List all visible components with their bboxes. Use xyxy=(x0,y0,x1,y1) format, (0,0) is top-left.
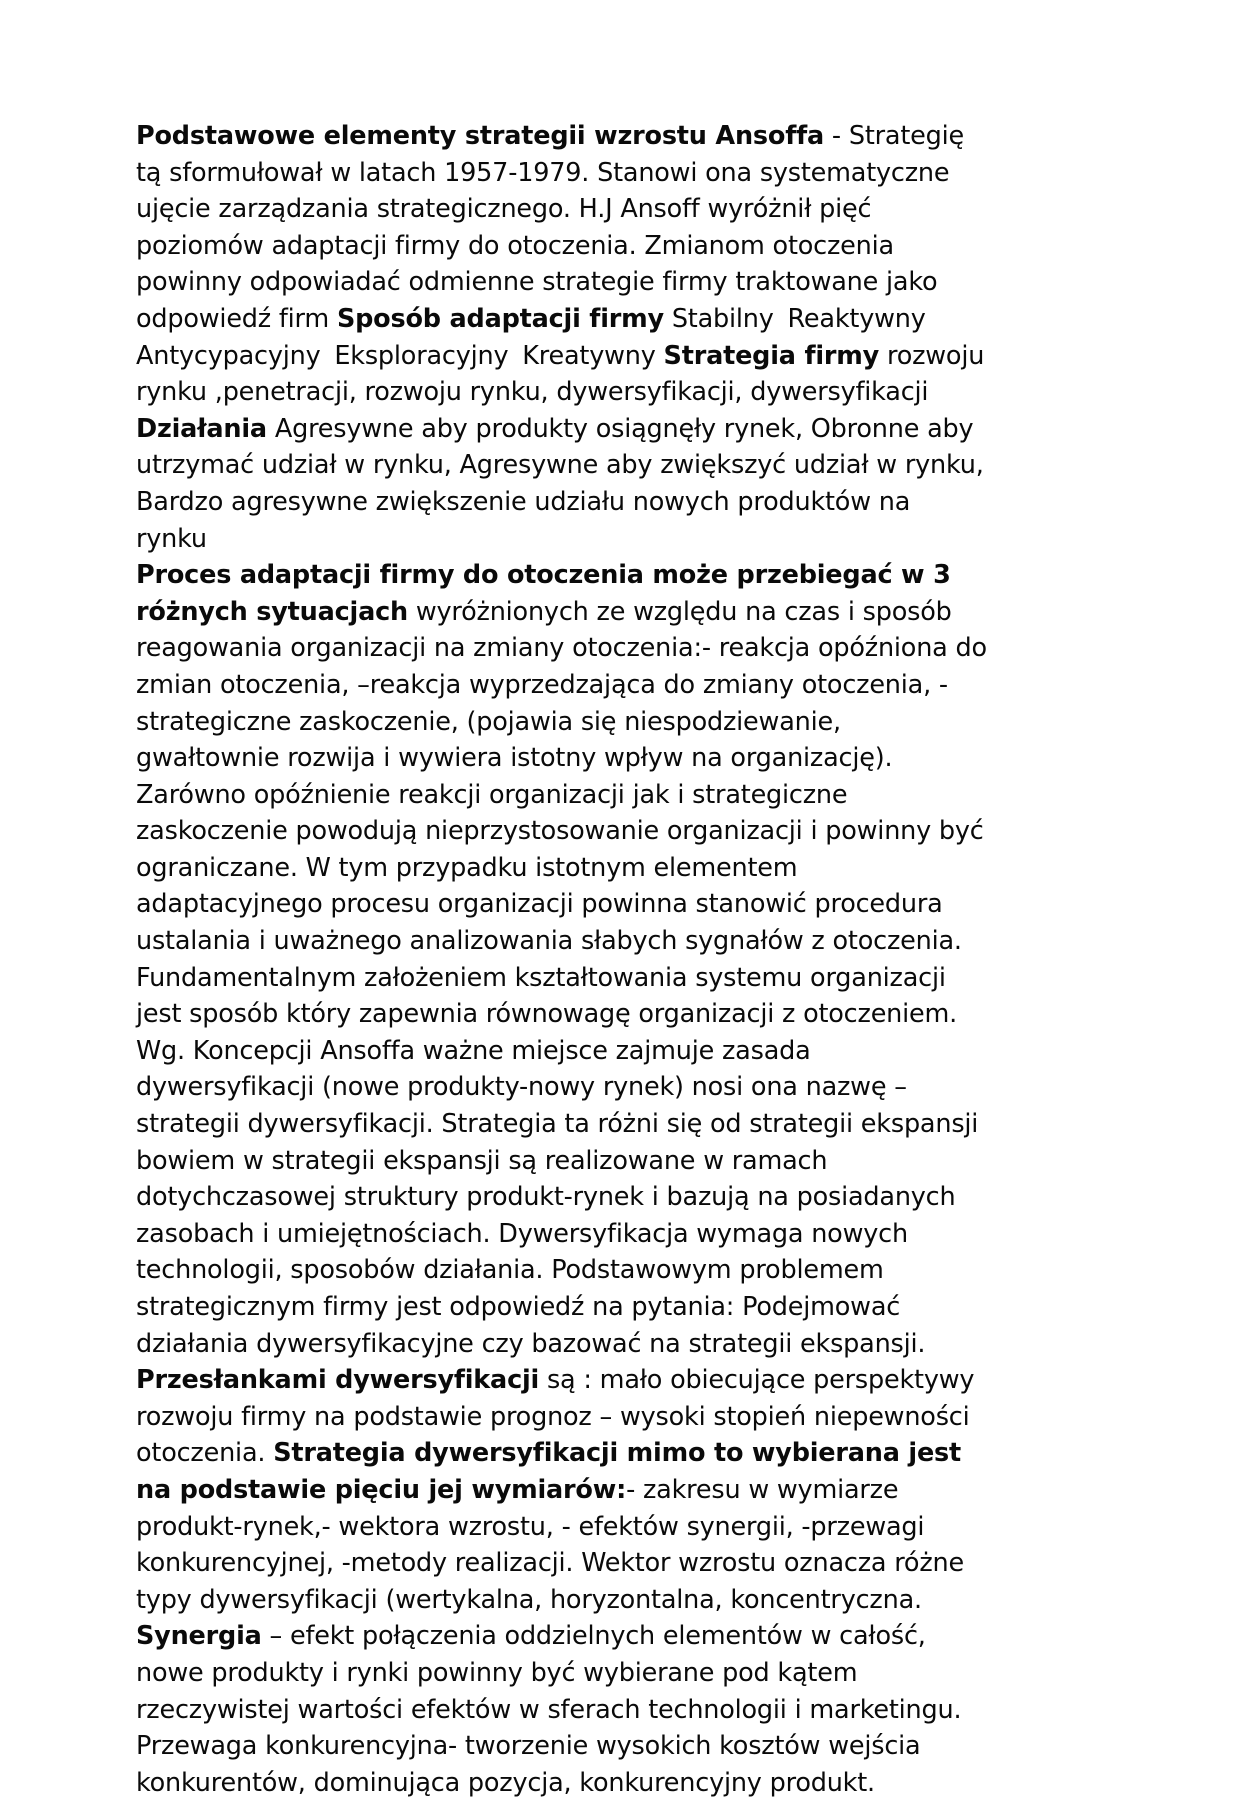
bold-strategia-firmy: Strategia firmy xyxy=(663,340,880,371)
text-run-8: – efekt połączenia oddzielnych elementów w całość, nowe produkty i rynki powinny być wybierane pod kątem rzeczywistej wartości efektów w sferach technologii i marketingu. Przewaga konkurencyjna- tworzenie wysokich kosztów wejścia konkurentów, dominująca pozycja, konkurencyjny produkt. xyxy=(136,1621,962,1798)
text-run-1: - Strategię tą sformułował w latach 1957-1979. Stanowi ona systematyczne ujęcie zarządzania strategicznego. H.J Ansoff wyróżnił pięć poziomów adaptacji firmy do otoczenia. Zmianom otoczenia powinny odpowiadać odmienne strategie firmy traktowane jako odpowiedź firm xyxy=(136,121,964,334)
paragraph-ansoff-elements xyxy=(136,118,988,557)
bold-synergia: Synergia xyxy=(136,1621,262,1652)
bold-przeslankami-dywersyfikacji: Przesłankami dywersyfikacji xyxy=(136,1365,540,1396)
heading-podstawowe-elementy: Podstawowe elementy strategii wzrostu Ansoffa xyxy=(136,121,825,151)
text-run-6: są : mało obiecujące perspektywy rozwoju firmy na podstawie prognoz – wysoki stopień niepewności otoczenia. xyxy=(136,1365,975,1469)
text-run-7: - zakresu w wymiarze produkt-rynek,- wektora wzrostu, - efektów synergii, -przewagi konkurencyjnej, -metody realizacji. Wektor wzrostu oznacza różne typy dywersyfikacji (wertykalna, horyzontalna, koncentryczna. xyxy=(136,1474,964,1615)
bold-strategia-dywersyfikacji-wymiary: Strategia dywersyfikacji mimo to wybierana jest na podstawie pięciu jej wymiarów: xyxy=(136,1438,962,1505)
bold-proces-adaptacji: Proces adaptacji firmy do otoczenia może przebiegać w 3 różnych sytuacjach xyxy=(136,560,951,627)
text-run-5: wyróżnionych ze względu na czas i sposób reagowania organizacji na zmiany otoczenia:- reakcja opóźniona do zmian otoczenia, –reakcja wyprzedzająca do zmiany otoczenia, - strategiczne zaskoczenie, (pojawia się niespodziewanie, gwałtownie rozwija i wywiera istotny wpływ na organizację). Zarówno opóźnienie reakcji organizacji jak i strategiczne zaskoczenie powodują nieprzystosowanie organizacji i powinny być ograniczane. W tym przypadku istotnym elementem adaptacyjnego procesu organizacji powinna stanowić procedura ustalania i uważnego analizowania słabych sygnałów z otoczenia. Fundamentalnym założeniem kształtowania systemu organizacji jest sposób który zapewnia równowagę organizacji z otoczeniem. Wg. Koncepcji Ansoffa ważne miejsce zajmuje zasada dywersyfikacji (nowe produkty-nowy rynek) nosi ona nazwę – strategii dywersyfikacji. Strategia ta różni się od strategii ekspansji bowiem w strategii ekspansji są realizowane w ramach dotychczasowej struktury produkt-rynek i bazują na posiadanych zasobach i umiejętnościach. Dywersyfikacja wymaga nowych technologii, sposobów działania. Podstawowym problemem strategicznym firmy jest odpowiedź na pytania: Podejmować działania dywersyfikacyjne czy bazować na strategii ekspansji. xyxy=(136,596,987,1359)
bold-dzialania: Działania xyxy=(136,413,267,444)
paragraph-proces-adaptacji xyxy=(136,557,988,1801)
text-run-3: rozwoju rynku ,penetracji, rozwoju rynku, dywersyfikacji, dywersyfikacji xyxy=(136,340,985,408)
text-run-space-1 xyxy=(664,304,672,334)
adaptation-levels-line: Stabilny Reaktywny Antycypacyjny Eksploracyjny Kreatywny xyxy=(136,303,926,371)
text-run-4: Agresywne aby produkty osiągnęły rynek, Obronne aby utrzymać udział w rynku, Agresywne aby zwiększyć udział w rynku, Bardzo agresywne zwiększenie udziału nowych produktów na rynku xyxy=(136,413,984,554)
bold-sposob-adaptacji-firmy: Sposób adaptacji firmy xyxy=(336,303,664,334)
document-text-body xyxy=(136,118,988,1801)
